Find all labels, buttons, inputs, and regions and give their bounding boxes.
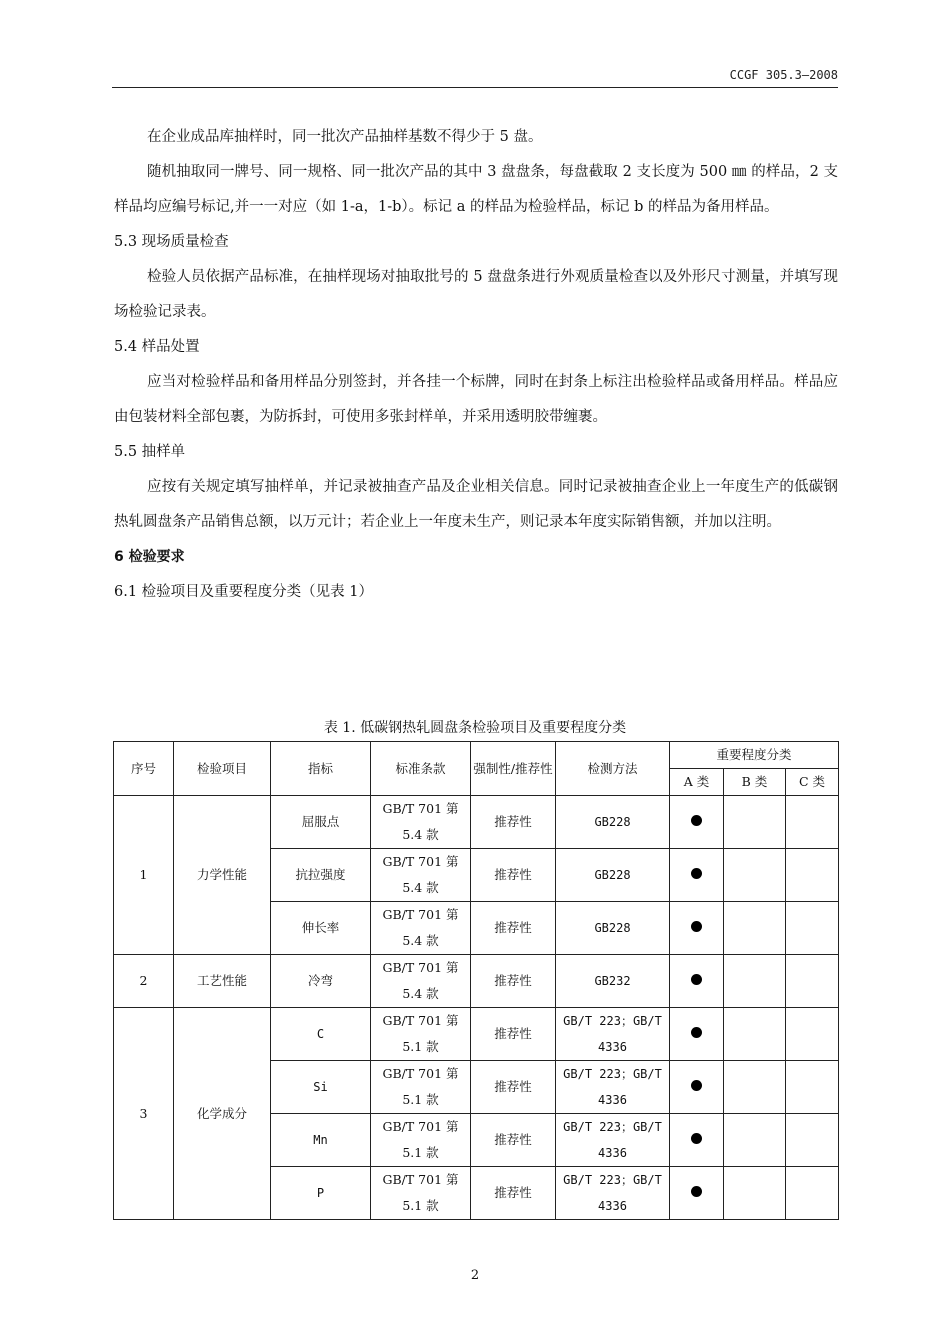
inspection-items-table [113, 741, 839, 1220]
header-indicator: 指标 [271, 742, 371, 796]
method-cell: GB232 [556, 955, 670, 1008]
header-clause: 标准条款 [371, 742, 471, 796]
mandatory-cell: 推荐性 [471, 1008, 556, 1061]
indicator-cell: Si [271, 1061, 371, 1114]
class-a-cell [670, 902, 724, 955]
class-c-cell [786, 849, 839, 902]
bullet-dot-icon [691, 974, 702, 985]
header-class-b: B 类 [724, 769, 786, 796]
class-c-cell [786, 1008, 839, 1061]
group-item: 化学成分 [174, 1008, 271, 1220]
page-number: 2 [470, 1268, 480, 1283]
group-item: 工艺性能 [174, 955, 271, 1008]
table-caption: 表 1. 低碳钢热轧圆盘条检验项目及重要程度分类 [323, 720, 627, 736]
class-a-cell [670, 796, 724, 849]
mandatory-cell: 推荐性 [471, 849, 556, 902]
indicator-cell: C [271, 1008, 371, 1061]
table-row [114, 955, 839, 1008]
method-cell: GB228 [556, 902, 670, 955]
mandatory-cell: 推荐性 [471, 955, 556, 1008]
mandatory-cell: 推荐性 [471, 1167, 556, 1220]
mandatory-cell: 推荐性 [471, 1114, 556, 1167]
clause-cell: GB/T 701 第 5.4 款 [371, 955, 471, 1008]
paragraph-sampling-base: 在企业成品库抽样时，同一批次产品抽样基数不得少于 5 盘。 [147, 129, 543, 145]
paragraph-onsite-inspection: 检验人员依据产品标准，在抽样现场对抽取批号的 5 盘盘条进行外观质量检查以及外形尺寸测量，并填写现场检验记录表。 [114, 269, 838, 320]
indicator-cell: Mn [271, 1114, 371, 1167]
method-cell: GB/T 223；GB/T 4336 [556, 1061, 670, 1114]
bullet-dot-icon [691, 1133, 702, 1144]
class-a-cell [670, 1167, 724, 1220]
method-cell: GB/T 223；GB/T 4336 [556, 1167, 670, 1220]
header-seq: 序号 [114, 742, 174, 796]
clause-cell: GB/T 701 第 5.1 款 [371, 1167, 471, 1220]
bullet-dot-icon [691, 1186, 702, 1197]
class-b-cell [724, 955, 786, 1008]
class-a-cell [670, 1061, 724, 1114]
class-a-cell [670, 955, 724, 1008]
body-text [114, 120, 838, 610]
clause-cell: GB/T 701 第 5.4 款 [371, 796, 471, 849]
heading-5-4: 5.4 样品处置 [114, 339, 200, 355]
method-cell: GB228 [556, 796, 670, 849]
class-a-cell [670, 849, 724, 902]
document-code: CCGF 305.3—2008 [729, 68, 838, 82]
paragraph-random-sampling: 随机抽取同一牌号、同一规格、同一批次产品的其中 3 盘盘条，每盘截取 2 支长度为 500 ㎜ 的样品，2 支样品均应编号标记,并一一对应（如 1-a，1-b）。标记 a 的样品为检验样品，标记 b 的样品为备用样品。 [114, 164, 838, 215]
class-c-cell [786, 1114, 839, 1167]
bullet-dot-icon [691, 1027, 702, 1038]
class-b-cell [724, 796, 786, 849]
class-b-cell [724, 1061, 786, 1114]
class-c-cell [786, 955, 839, 1008]
mandatory-cell: 推荐性 [471, 902, 556, 955]
class-c-cell [786, 1061, 839, 1114]
header-item: 检验项目 [174, 742, 271, 796]
class-b-cell [724, 1167, 786, 1220]
indicator-cell: 伸长率 [271, 902, 371, 955]
header-rule [112, 87, 838, 88]
group-seq: 1 [114, 796, 174, 955]
indicator-cell: P [271, 1167, 371, 1220]
class-b-cell [724, 902, 786, 955]
class-c-cell [786, 1167, 839, 1220]
header-method: 检测方法 [556, 742, 670, 796]
paragraph-sample-handling: 应当对检验样品和备用样品分别签封，并各挂一个标牌，同时在封条上标注出检验样品或备用样品。样品应由包装材料全部包裹，为防拆封，可使用多张封样单，并采用透明胶带缠裹。 [114, 374, 838, 425]
clause-cell: GB/T 701 第 5.1 款 [371, 1114, 471, 1167]
method-cell: GB228 [556, 849, 670, 902]
bullet-dot-icon [691, 921, 702, 932]
class-a-cell [670, 1008, 724, 1061]
class-c-cell [786, 796, 839, 849]
indicator-cell: 抗拉强度 [271, 849, 371, 902]
clause-cell: GB/T 701 第 5.1 款 [371, 1008, 471, 1061]
table-row [114, 1008, 839, 1061]
table-header-row [114, 742, 839, 769]
header-class-c: C 类 [786, 769, 839, 796]
bullet-dot-icon [691, 1080, 702, 1091]
method-cell: GB/T 223；GB/T 4336 [556, 1008, 670, 1061]
header-importance: 重要程度分类 [670, 742, 839, 769]
group-item: 力学性能 [174, 796, 271, 955]
mandatory-cell: 推荐性 [471, 1061, 556, 1114]
table-row [114, 796, 839, 849]
heading-5-5: 5.5 抽样单 [114, 444, 186, 460]
header-class-a: A 类 [670, 769, 724, 796]
heading-5-3: 5.3 现场质量检查 [114, 234, 229, 250]
class-a-cell [670, 1114, 724, 1167]
header-mandatory: 强制性/推荐性 [471, 742, 556, 796]
clause-cell: GB/T 701 第 5.4 款 [371, 902, 471, 955]
indicator-cell: 屈服点 [271, 796, 371, 849]
class-b-cell [724, 1008, 786, 1061]
mandatory-cell: 推荐性 [471, 796, 556, 849]
heading-6-1: 6.1 检验项目及重要程度分类（见表 1） [114, 584, 374, 600]
class-b-cell [724, 1114, 786, 1167]
bullet-dot-icon [691, 815, 702, 826]
paragraph-sampling-form: 应按有关规定填写抽样单，并记录被抽查产品及企业相关信息。同时记录被抽查企业上一年度生产的低碳钢热轧圆盘条产品销售总额，以万元计；若企业上一年度未生产，则记录本年度实际销售额，并加以注明。 [114, 479, 838, 530]
group-seq: 2 [114, 955, 174, 1008]
class-b-cell [724, 849, 786, 902]
group-seq: 3 [114, 1008, 174, 1220]
clause-cell: GB/T 701 第 5.1 款 [371, 1061, 471, 1114]
heading-6: 6 检验要求 [114, 549, 185, 565]
method-cell: GB/T 223；GB/T 4336 [556, 1114, 670, 1167]
bullet-dot-icon [691, 868, 702, 879]
clause-cell: GB/T 701 第 5.4 款 [371, 849, 471, 902]
indicator-cell: 冷弯 [271, 955, 371, 1008]
class-c-cell [786, 902, 839, 955]
